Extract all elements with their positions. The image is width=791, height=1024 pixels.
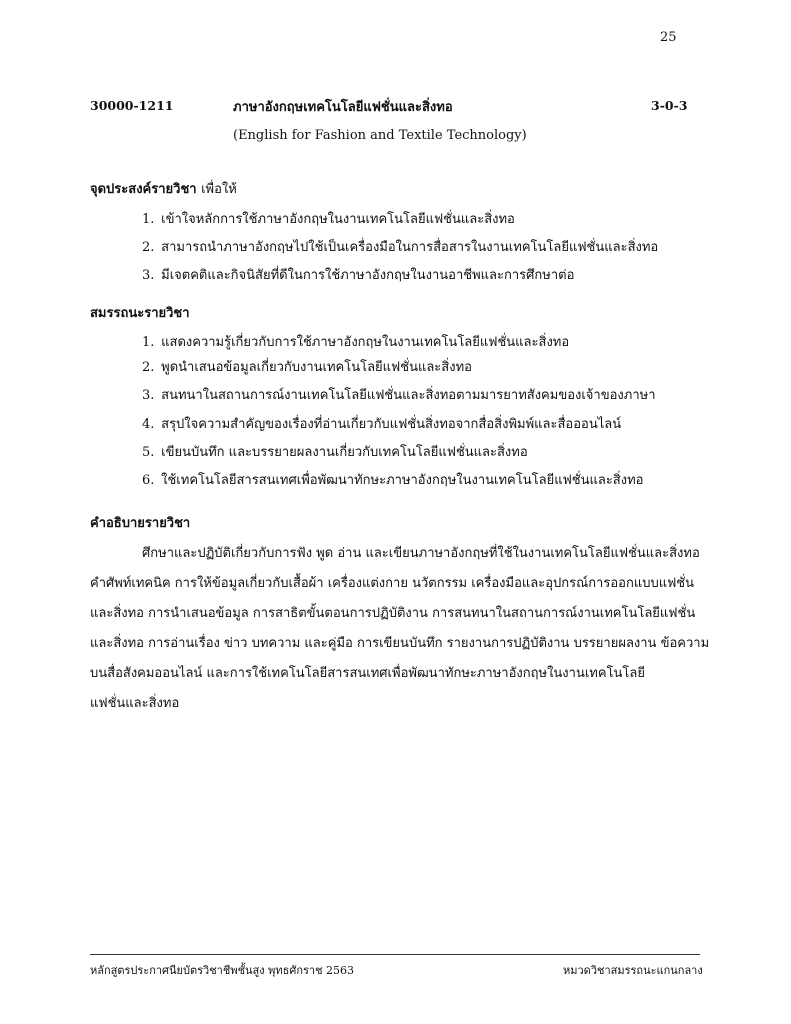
competency-text: เขียนบันทึก และบรรยายผลงานเกี่ยวกับเทคโนโลยีแฟชั่นและสิ่งทอ bbox=[161, 445, 528, 460]
competency-number: 2. bbox=[142, 360, 155, 375]
course-credits: 3-0-3 bbox=[651, 98, 688, 113]
footer-curriculum-title: หลักสูตรประกาศนียบัตรวิชาชีพชั้นสูง พุทธศักราช 2563 bbox=[90, 964, 355, 977]
description-line: และสิ่งทอ การนำเสนอข้อมูล การสาธิตขั้นตอนการปฏิบัติงาน การสนทนาในสถานการณ์งานเทคโนโลยีแฟชั่น bbox=[90, 606, 696, 621]
competency-text: แสดงความรู้เกี่ยวกับการใช้ภาษาอังกฤษในงานเทคโนโลยีแฟชั่นและสิ่งทอ bbox=[161, 335, 570, 350]
objective-text: สามารถนำภาษาอังกฤษไปใช้เป็นเครื่องมือในการสื่อสารในงานเทคโนโลยีแฟชั่นและสิ่งทอ bbox=[161, 240, 659, 255]
page-number: 25 bbox=[660, 30, 677, 45]
footer-divider bbox=[90, 954, 700, 955]
description-line: ศึกษาและปฏิบัติเกี่ยวกับการฟัง พูด อ่าน และเขียนภาษาอังกฤษที่ใช้ในงานเทคโนโลยีแฟชั่นและสิ่งทอ bbox=[142, 546, 700, 561]
competency-text: ใช้เทคโนโลยีสารสนเทศเพื่อพัฒนาทักษะภาษาอังกฤษในงานเทคโนโลยีแฟชั่นและสิ่งทอ bbox=[161, 473, 644, 488]
objective-text: เข้าใจหลักการใช้ภาษาอังกฤษในงานเทคโนโลยีแฟชั่นและสิ่งทอ bbox=[161, 212, 515, 227]
competency-number: 3. bbox=[142, 388, 155, 403]
competency-item bbox=[142, 441, 528, 462]
objective-number: 3. bbox=[142, 268, 155, 283]
description-line: คำศัพท์เทคนิค การให้ข้อมูลเกี่ยวกับเสื้อผ้า เครื่องแต่งกาย นวัตกรรม เครื่องมือและอุปกรณ์การออกแบบแฟชั่น bbox=[90, 576, 695, 591]
objective-text: มีเจตคติและกิจนิสัยที่ดีในการใช้ภาษาอังกฤษในงานอาชีพและการศึกษาต่อ bbox=[161, 268, 575, 283]
course-code: 30000-1211 bbox=[90, 98, 174, 113]
competency-item bbox=[142, 356, 472, 377]
description-line: แฟชั่นและสิ่งทอ bbox=[90, 696, 180, 711]
competency-item bbox=[142, 384, 656, 405]
competency-text: พูดนำเสนอข้อมูลเกี่ยวกับงานเทคโนโลยีแฟชั่นและสิ่งทอ bbox=[161, 360, 472, 375]
objective-number: 1. bbox=[142, 212, 155, 227]
objective-item bbox=[142, 236, 658, 257]
course-title-english: (English for Fashion and Textile Technology) bbox=[233, 128, 527, 143]
course-title-thai: ภาษาอังกฤษเทคโนโลยีแฟชั่นและสิ่งทอ bbox=[233, 100, 453, 115]
competency-item bbox=[142, 331, 569, 352]
competency-text: สนทนาในสถานการณ์งานเทคโนโลยีแฟชั่นและสิ่งทอตามมารยาทสังคมของเจ้าของภาษา bbox=[161, 388, 656, 403]
competencies-heading: สมรรถนะรายวิชา bbox=[90, 306, 190, 321]
objectives-heading bbox=[90, 178, 237, 199]
objectives-heading-label: จุดประสงค์รายวิชา bbox=[90, 182, 197, 197]
description-line: และสิ่งทอ การอ่านเรื่อง ข่าว บทความ และคู่มือ การเขียนบันทึก รายงานการปฏิบัติงาน บรรยายผลงาน ข้อความ bbox=[90, 636, 710, 651]
competency-item bbox=[142, 413, 621, 434]
objectives-heading-suffix: เพื่อให้ bbox=[201, 182, 237, 197]
description-paragraph bbox=[90, 539, 710, 719]
competency-text: สรุปใจความสำคัญของเรื่องที่อ่านเกี่ยวกับแฟชั่นสิ่งทอจากสื่อสิ่งพิมพ์และสื่อออนไลน์ bbox=[161, 417, 622, 432]
competency-number: 6. bbox=[142, 473, 155, 488]
competency-number: 1. bbox=[142, 335, 155, 350]
footer-category: หมวดวิชาสมรรถนะแกนกลาง bbox=[563, 964, 703, 977]
objective-item bbox=[142, 264, 574, 285]
competency-number: 5. bbox=[142, 445, 155, 460]
objective-item bbox=[142, 208, 515, 229]
competency-item bbox=[142, 469, 643, 490]
competency-number: 4. bbox=[142, 417, 155, 432]
description-line: บนสื่อสังคมออนไลน์ และการใช้เทคโนโลยีสารสนเทศเพื่อพัฒนาทักษะภาษาอังกฤษในงานเทคโนโลยี bbox=[90, 666, 645, 681]
objective-number: 2. bbox=[142, 240, 155, 255]
description-heading: คำอธิบายรายวิชา bbox=[90, 516, 191, 531]
